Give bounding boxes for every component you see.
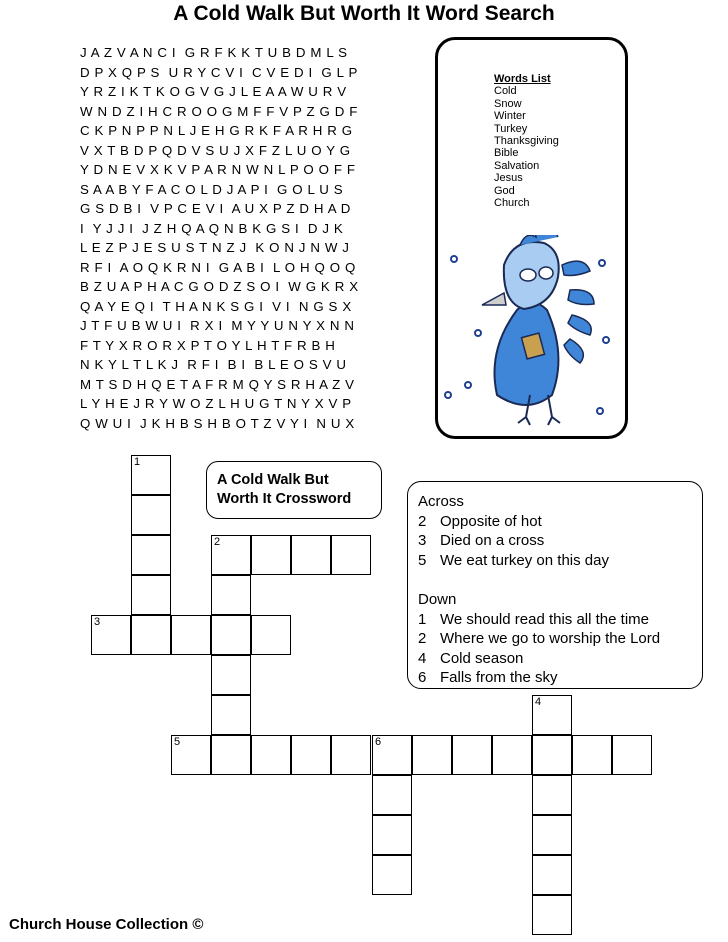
crossword-cell[interactable] (532, 695, 572, 735)
crossword-cell[interactable] (412, 735, 452, 775)
grid-row: W N D Z I H C R O O G M F F V P Z G D F (80, 103, 359, 119)
clue-text: Cold season (440, 649, 524, 667)
words-list (494, 73, 559, 209)
crossword-cell[interactable] (331, 535, 371, 575)
crossword-cell[interactable] (532, 735, 572, 775)
crossword-cell[interactable] (211, 735, 251, 775)
grid-row: R F I A O Q K R N I G A B I L O H Q O Q (80, 259, 356, 275)
word-item: Church (494, 197, 530, 210)
clue-text: Died on a cross (440, 532, 545, 550)
clue-number: 3 (418, 532, 427, 550)
crossword-cell[interactable] (171, 615, 211, 655)
crossword-cell[interactable] (131, 535, 171, 575)
crossword-cell[interactable] (131, 615, 171, 655)
grid-row: Q W U I J K H B S H B O T Z V Y I N U X (80, 415, 355, 431)
crossword-cell[interactable] (211, 615, 251, 655)
crossword-cell[interactable] (532, 895, 572, 935)
word-item: Cold (494, 85, 517, 98)
grid-row: I Y J J I J Z H Q A Q N B K G S I D J K (80, 220, 344, 236)
clue-number: 4 (418, 649, 427, 667)
word-item: Thanksgiving (494, 135, 559, 148)
word-item: Salvation (494, 159, 540, 172)
across-heading: Across (418, 493, 464, 510)
grid-row: G S D B I V P C E V I A U X P Z D H A D (80, 201, 351, 216)
cell-number: 3 (94, 616, 101, 628)
word-item: Winter (494, 110, 526, 123)
clue-text: Falls from the sky (440, 669, 558, 687)
cold-turkey-illustration (442, 235, 622, 430)
clue-number: 6 (418, 669, 427, 687)
clue-item (418, 649, 702, 669)
crossword-cell[interactable] (131, 575, 171, 615)
crossword-cell[interactable] (572, 735, 612, 775)
page-title: A Cold Walk But Worth It Word Search (173, 2, 555, 25)
crossword-cell[interactable] (331, 735, 371, 775)
footer-credit: Church House Collection © (9, 916, 204, 933)
crossword-cell[interactable] (291, 535, 331, 575)
turkey-beak (482, 293, 506, 305)
grid-row: S A A B Y F A C O L D J A P I G O L U S (80, 181, 344, 197)
grid-row: L E Z P J E S U S T N Z J K O N J N W J (80, 240, 350, 255)
word-item: Jesus (494, 172, 523, 185)
clue-number: 2 (418, 512, 427, 530)
grid-row: J T F U B W U I R X I M Y Y U N Y X N N (80, 318, 355, 333)
word-item: God (494, 184, 515, 197)
clue-item (418, 531, 702, 551)
crossword-cell[interactable] (211, 695, 251, 735)
grid-row: F T Y X R O R X P T O Y L H T F R B H (80, 337, 336, 353)
grid-row: L Y H E J R Y W O Z L H U G T N Y X V P (80, 396, 352, 411)
grid-row: Y R Z I K T K O G V G J L E A A W U R V (80, 84, 347, 99)
crossword-cell[interactable] (372, 775, 412, 815)
crossword-cell[interactable] (131, 455, 171, 495)
grid-row: V X T B D P Q D V S U J X F Z L U O Y G (80, 142, 351, 158)
grid-row: B Z U A P H A C G O D Z S O I W G K R X (80, 279, 359, 294)
cell-number: 1 (134, 456, 141, 468)
clue-number: 5 (418, 551, 427, 569)
crossword-cell[interactable] (452, 735, 492, 775)
crossword-cell[interactable] (372, 855, 412, 895)
crossword-cell[interactable] (131, 495, 171, 535)
grid-row: C K P N P P N L J E H G R K F A R H R G (80, 123, 353, 138)
crossword-cell[interactable] (171, 735, 211, 775)
crossword-cell[interactable] (251, 535, 291, 575)
tail-feathers (562, 261, 594, 363)
clue-number: 2 (418, 630, 427, 648)
grid-row: J A Z V A N C I G R F K K T U B D M L S (80, 45, 348, 60)
crossword-title-line: Worth It Crossword (217, 491, 352, 507)
clues-panel (407, 481, 703, 689)
crossword-cell[interactable] (211, 655, 251, 695)
word-item: Bible (494, 147, 519, 160)
word-search-grid (80, 43, 420, 433)
clue-item (418, 610, 702, 630)
clue-text: We eat turkey on this day (440, 551, 609, 569)
grid-row: N K Y L T L K J R F I B I B L E O S V U (80, 357, 347, 372)
grid-row: Y D N E V X K V P A R N W N L P O O F F (80, 162, 356, 177)
clue-item (418, 512, 702, 532)
clue-item (418, 668, 702, 688)
clue-text: We should read this all the time (440, 610, 649, 628)
crossword-title (206, 461, 382, 519)
crossword-cell[interactable] (492, 735, 532, 775)
crossword-title-line: A Cold Walk But (217, 472, 329, 488)
word-item: Turkey (494, 122, 528, 135)
crossword-cell[interactable] (372, 735, 412, 775)
cell-number: 2 (214, 536, 221, 548)
word-item: Snow (494, 97, 522, 110)
crossword-cell[interactable] (372, 815, 412, 855)
grid-row: Q A Y E Q I T H A N K S G I V I N G S X (80, 298, 352, 314)
crossword-cell[interactable] (532, 815, 572, 855)
clue-text: Where we go to worship the Lord (440, 630, 661, 648)
cell-number: 5 (174, 736, 181, 748)
crossword-cell[interactable] (211, 535, 251, 575)
clue-text: Opposite of hot (440, 512, 542, 530)
cell-number: 4 (535, 696, 542, 708)
words-list-heading: Words List (494, 73, 551, 85)
crossword-cell[interactable] (251, 615, 291, 655)
words-list-panel (435, 37, 628, 439)
crossword-cell[interactable] (612, 735, 652, 775)
clue-item (418, 551, 702, 571)
crossword-cell[interactable] (291, 735, 331, 775)
crossword-cell[interactable] (91, 615, 131, 655)
crossword-cell[interactable] (251, 735, 291, 775)
grid-row: M T S D H Q E T A F R M Q Y S R H A Z V (80, 376, 355, 392)
cell-number: 6 (375, 736, 382, 748)
clue-item (418, 629, 702, 649)
grid-row: D P X Q P S U R Y C V I C V E D I G L P (80, 64, 358, 80)
crossword-cell[interactable] (211, 575, 251, 615)
down-heading: Down (418, 590, 457, 608)
crossword-cell[interactable] (532, 855, 572, 895)
clue-number: 1 (418, 610, 427, 628)
crossword-cell[interactable] (532, 775, 572, 815)
